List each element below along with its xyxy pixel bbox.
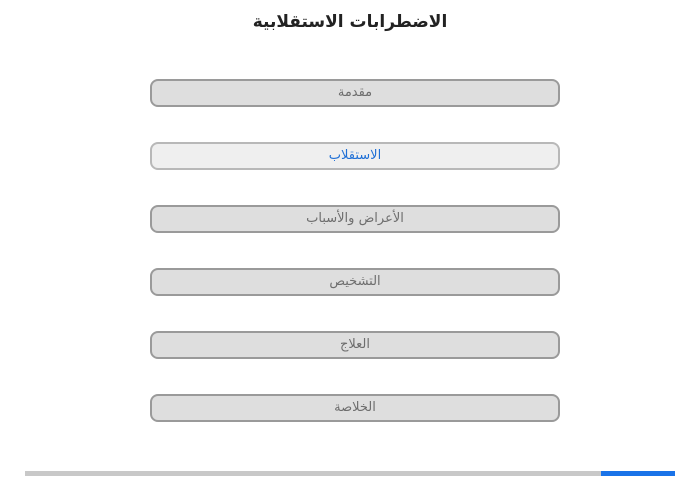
- progress-fill: [601, 471, 675, 476]
- menu-item-diagnosis[interactable]: التشخيص: [150, 268, 560, 296]
- menu-item-symptoms-causes[interactable]: الأعراض والأسباب: [150, 205, 560, 233]
- section-menu: [150, 79, 560, 457]
- page-title: الاضطرابات الاستقلابية: [252, 12, 448, 32]
- menu-item-introduction[interactable]: مقدمة: [150, 79, 560, 107]
- menu-item-summary[interactable]: الخلاصة: [150, 394, 560, 422]
- menu-item-treatment[interactable]: العلاج: [150, 331, 560, 359]
- menu-item-metabolism[interactable]: الاستقلاب: [150, 142, 560, 170]
- progress-bar: [25, 471, 675, 476]
